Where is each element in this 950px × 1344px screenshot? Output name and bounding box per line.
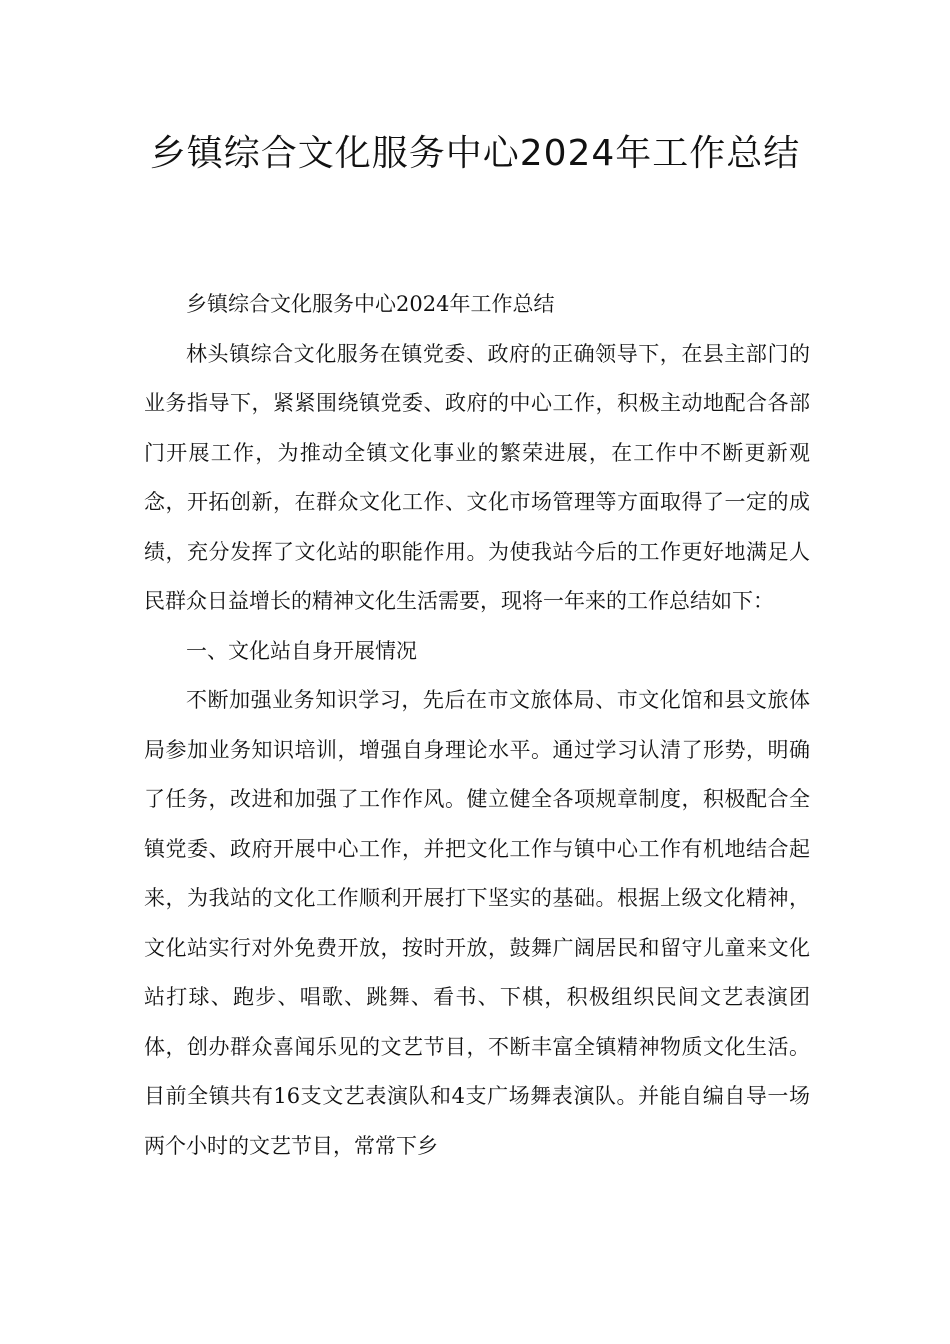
document-title: 乡镇综合文化服务中心2024年工作总结 bbox=[149, 133, 801, 174]
section-paragraph: 不断加强业务知识学习，先后在市文旅体局、市文化馆和县文旅体局参加业务知识培训，增强自身理论水平。通过学习认清了形势，明确了任务，改进和加强了工作作风。健立健全各项规章制度，积极配合全镇党委、政府开展中心工作，并把文化工作与镇中心工作有机地结合起来，为我站的文化工作顺利开展打下坚实的基础。根据上级文化精神，文化站实行对外免费开放，按时开放，鼓舞广阔居民和留守儿童来文化站打球、跑步、唱歌、跳舞、看书、下棋，积极组织民间文艺表演团体，创办群众喜闻乐见的文艺节目，不断丰富全镇精神物质文化生活。目前全镇共有16支文艺表演队和4支广场舞表演队。并能自编自导一场两个小时的文艺节目，常常下乡 bbox=[144, 688, 810, 1158]
intro-paragraph: 林头镇综合文化服务在镇党委、政府的正确领导下，在县主部门的业务指导下，紧紧围绕镇党委、政府的中心工作，积极主动地配合各部门开展工作，为推动全镇文化事业的繁荣进展，在工作中不断更新观念，开拓创新，在群众文化工作、文化市场管理等方面取得了一定的成绩，充分发挥了文化站的职能作用。为使我站今后的工作更好地满足人民群众日益增长的精神文化生活需要，现将一年来的工作总结如下： bbox=[144, 341, 810, 613]
subtitle-paragraph: 乡镇综合文化服务中心2024年工作总结 bbox=[186, 292, 555, 316]
document-body bbox=[144, 280, 810, 1171]
section-heading: 一、文化站自身开展情况 bbox=[186, 638, 417, 663]
